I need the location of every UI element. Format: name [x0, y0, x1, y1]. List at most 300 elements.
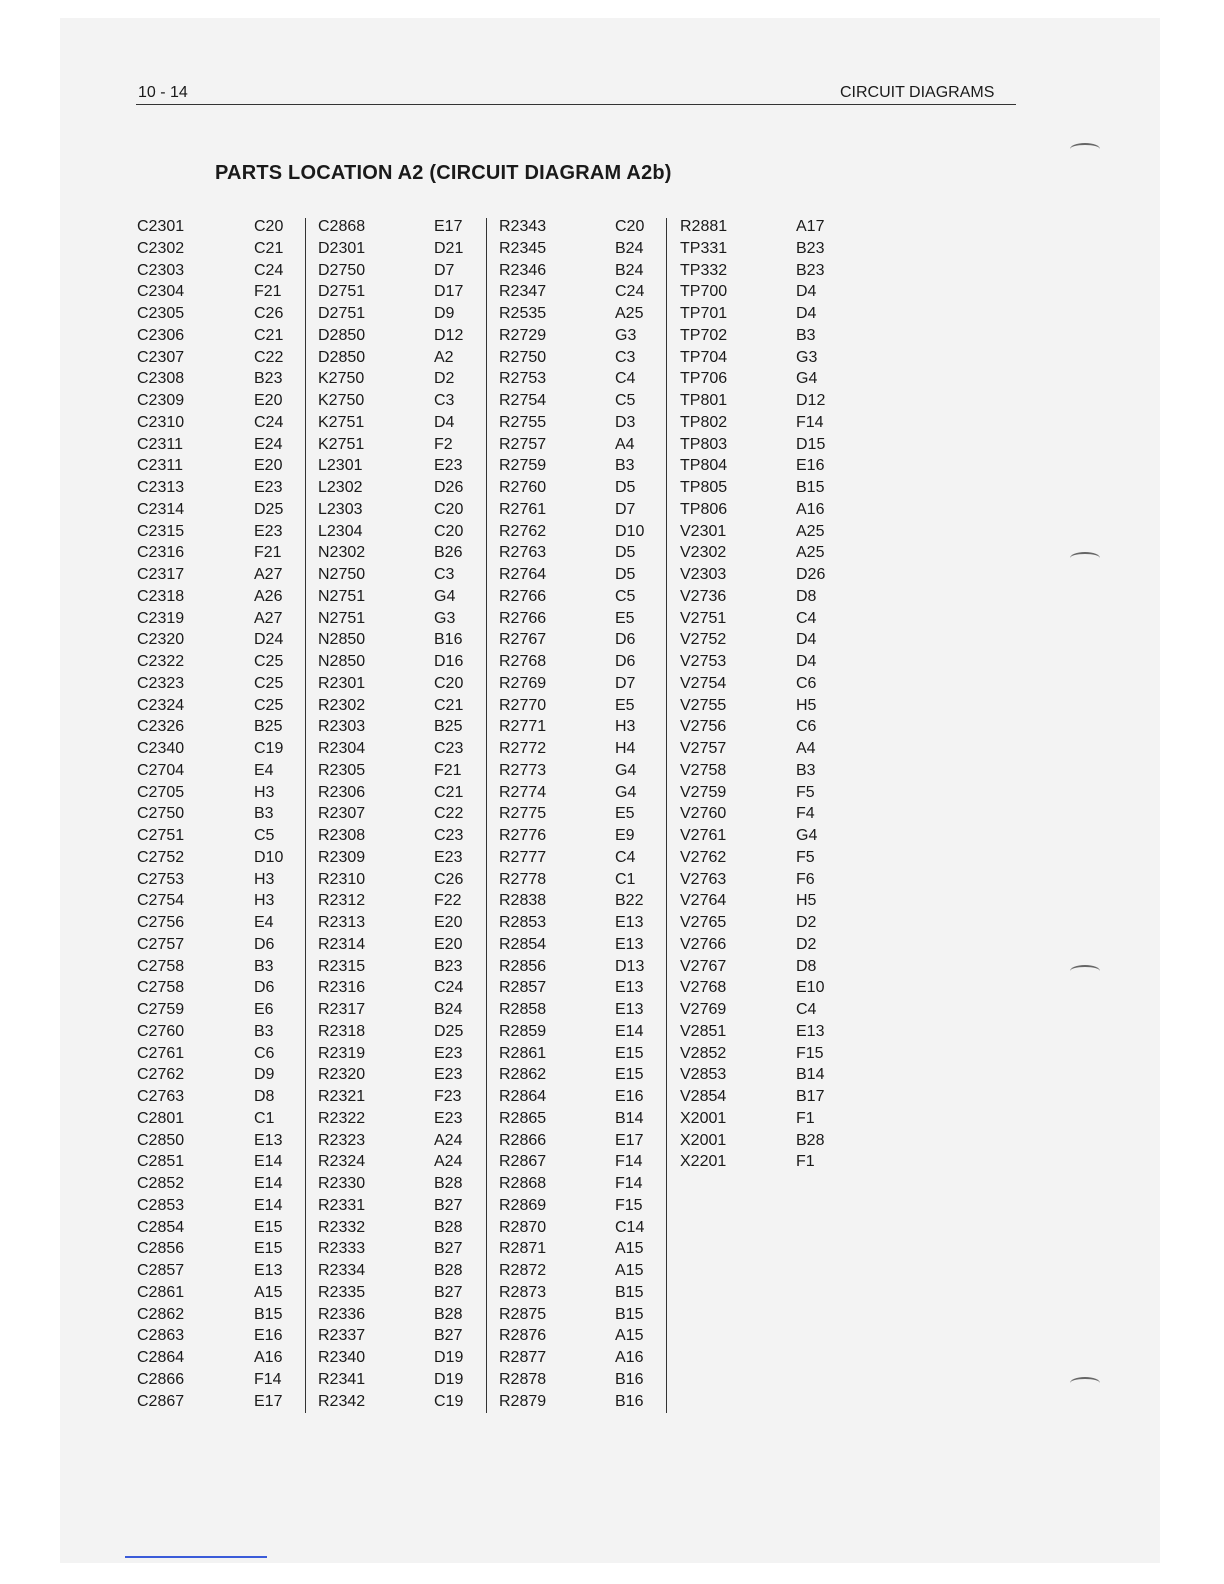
part-reference: D2751 — [318, 305, 366, 322]
part-location: F2 — [434, 435, 453, 453]
parts-column-3 — [499, 216, 546, 1412]
part-location: A25 — [796, 544, 825, 562]
part-location: E15 — [615, 1066, 644, 1084]
part-location: G3 — [434, 609, 456, 627]
part-reference: V2769 — [680, 1001, 727, 1018]
part-reference: K2751 — [318, 413, 365, 431]
part-reference: R2766 — [499, 587, 547, 605]
part-location: E6 — [254, 1001, 274, 1018]
part-reference: R2729 — [499, 326, 547, 344]
part-reference: D2750 — [318, 261, 366, 279]
part-location: G4 — [796, 827, 818, 844]
part-reference: C2758 — [137, 957, 185, 975]
part-location: B23 — [254, 370, 283, 388]
part-reference: C2852 — [137, 1175, 185, 1192]
part-reference: R2873 — [499, 1283, 547, 1301]
part-reference: K2750 — [318, 370, 365, 388]
part-reference: L2301 — [318, 457, 363, 475]
part-location: F14 — [615, 1175, 643, 1192]
part-reference: C2756 — [137, 914, 185, 931]
part-reference: R2337 — [318, 1327, 366, 1345]
part-location: C20 — [434, 500, 464, 518]
part-location: D4 — [796, 283, 817, 301]
part-reference: C2308 — [137, 370, 185, 388]
part-location: E5 — [615, 696, 635, 714]
part-location: D25 — [434, 1022, 464, 1040]
footer-rule — [125, 1556, 267, 1558]
part-reference: R2766 — [499, 609, 547, 627]
part-location: C3 — [434, 566, 455, 583]
part-reference: V2853 — [680, 1066, 727, 1084]
part-location: D2 — [796, 935, 817, 953]
part-location: C26 — [434, 870, 464, 888]
part-location: E23 — [434, 1066, 463, 1084]
part-location: D4 — [796, 631, 817, 649]
part-location: F21 — [254, 283, 282, 301]
part-location: D6 — [615, 631, 636, 649]
part-location: E15 — [615, 1044, 644, 1062]
part-location: E4 — [254, 761, 274, 779]
part-location: B16 — [615, 1370, 644, 1388]
part-reference: R2321 — [318, 1088, 366, 1105]
part-location: D4 — [796, 305, 817, 322]
part-reference: C2753 — [137, 870, 185, 888]
part-location: C20 — [434, 674, 464, 692]
part-location: E23 — [434, 457, 463, 475]
part-reference: C2313 — [137, 479, 185, 496]
part-location: C25 — [254, 674, 284, 692]
part-reference: R2330 — [318, 1175, 366, 1192]
part-location: D26 — [796, 566, 826, 583]
part-reference: C2854 — [137, 1218, 185, 1236]
part-location: C24 — [254, 413, 284, 431]
part-location: E13 — [615, 1001, 644, 1018]
part-location: E13 — [615, 979, 644, 997]
part-reference: R2307 — [318, 805, 366, 823]
part-reference: C2311 — [137, 457, 183, 475]
part-location: A26 — [254, 587, 283, 605]
part-location: H5 — [796, 892, 817, 910]
part-location: H4 — [615, 740, 636, 757]
part-location: D10 — [615, 522, 645, 540]
part-location: C5 — [615, 392, 636, 409]
part-location: B16 — [434, 631, 463, 649]
part-reference: R2333 — [318, 1240, 366, 1258]
part-reference: TP805 — [680, 479, 728, 496]
part-reference: C2751 — [137, 827, 185, 844]
part-reference: C2856 — [137, 1240, 185, 1258]
part-location: B27 — [434, 1283, 463, 1301]
part-location: C6 — [796, 718, 817, 736]
part-location: B25 — [434, 718, 463, 736]
punch-hole-mark — [1070, 965, 1100, 977]
part-reference: C2861 — [137, 1283, 185, 1301]
part-location: F6 — [796, 870, 815, 888]
part-location: C22 — [434, 805, 464, 823]
part-reference: C2317 — [137, 566, 185, 583]
part-location: B28 — [434, 1218, 463, 1236]
part-reference: C2760 — [137, 1022, 185, 1040]
part-location: C23 — [434, 827, 464, 844]
part-location: E23 — [434, 1109, 463, 1127]
part-location: C20 — [434, 522, 464, 540]
part-reference: TP332 — [680, 261, 728, 279]
part-reference: R2761 — [499, 500, 547, 518]
part-location: B15 — [254, 1305, 283, 1323]
part-reference: C2757 — [137, 935, 185, 953]
part-location: C24 — [254, 261, 284, 279]
part-reference: R2876 — [499, 1327, 547, 1345]
part-reference: R2877 — [499, 1349, 547, 1366]
location-column-4 — [796, 216, 825, 1173]
part-reference: R2769 — [499, 674, 547, 692]
part-reference: R2871 — [499, 1240, 547, 1258]
part-reference: C2857 — [137, 1262, 185, 1279]
part-reference: V2758 — [680, 761, 727, 779]
part-location: C20 — [615, 218, 645, 235]
part-reference: R2319 — [318, 1044, 366, 1062]
part-reference: R2859 — [499, 1022, 547, 1040]
part-location: E13 — [254, 1262, 283, 1279]
part-location: B16 — [615, 1392, 644, 1410]
part-reference: C2863 — [137, 1327, 185, 1345]
part-reference: V2768 — [680, 979, 727, 997]
part-reference: TP706 — [680, 370, 728, 388]
part-location: B15 — [796, 479, 825, 496]
part-reference: R2759 — [499, 457, 547, 475]
part-reference: C2853 — [137, 1196, 185, 1214]
part-reference: V2752 — [680, 631, 727, 649]
part-reference: C2320 — [137, 631, 185, 649]
part-location: E15 — [254, 1218, 283, 1236]
part-location: D24 — [254, 631, 284, 649]
part-location: D7 — [434, 261, 455, 279]
part-reference: N2850 — [318, 631, 366, 649]
part-reference: C2324 — [137, 696, 185, 714]
part-reference: TP701 — [680, 305, 728, 322]
part-location: G4 — [615, 783, 637, 801]
part-location: B14 — [796, 1066, 825, 1084]
part-reference: N2302 — [318, 544, 366, 562]
part-reference: TP331 — [680, 239, 728, 257]
part-reference: R2324 — [318, 1153, 366, 1171]
part-reference: R2345 — [499, 239, 547, 257]
part-location: H5 — [796, 696, 817, 714]
part-reference: C2801 — [137, 1109, 185, 1127]
part-reference: C2304 — [137, 283, 185, 301]
part-reference: V2301 — [680, 522, 727, 540]
part-location: F23 — [434, 1088, 462, 1105]
part-location: A17 — [796, 218, 825, 235]
part-reference: V2736 — [680, 587, 727, 605]
part-location: B3 — [615, 457, 635, 475]
part-location: B15 — [615, 1305, 644, 1323]
part-location: D4 — [434, 413, 455, 431]
part-location: D3 — [615, 413, 636, 431]
part-reference: C2301 — [137, 218, 185, 235]
part-location: C4 — [796, 609, 817, 627]
part-reference: V2765 — [680, 914, 727, 931]
part-location: C21 — [254, 239, 284, 257]
part-location: A15 — [254, 1283, 283, 1301]
part-reference: R2309 — [318, 848, 366, 866]
part-reference: R2875 — [499, 1305, 547, 1323]
part-location: C20 — [254, 218, 284, 235]
part-location: E23 — [254, 479, 283, 496]
part-reference: TP704 — [680, 348, 728, 366]
part-reference: R2772 — [499, 740, 547, 757]
part-location: F21 — [254, 544, 282, 562]
location-column-3 — [615, 216, 644, 1412]
part-reference: TP806 — [680, 500, 728, 518]
part-reference: R2869 — [499, 1196, 547, 1214]
part-location: G3 — [615, 326, 637, 344]
part-location: C5 — [615, 587, 636, 605]
part-reference: TP802 — [680, 413, 728, 431]
part-reference: R2764 — [499, 566, 547, 583]
part-location: B23 — [796, 261, 825, 279]
part-reference: R2771 — [499, 718, 547, 736]
part-reference: D2751 — [318, 283, 366, 301]
part-location: C21 — [434, 696, 464, 714]
part-location: C26 — [254, 305, 284, 322]
part-reference: V2757 — [680, 740, 727, 757]
part-location: H3 — [615, 718, 636, 736]
part-reference: R2838 — [499, 892, 547, 910]
part-location: E15 — [254, 1240, 283, 1258]
part-location: A16 — [254, 1349, 283, 1366]
part-location: E20 — [254, 457, 283, 475]
part-location: F1 — [796, 1109, 815, 1127]
part-location: B24 — [615, 239, 644, 257]
part-reference: R2853 — [499, 914, 547, 931]
part-reference: C2761 — [137, 1044, 185, 1062]
part-location: G4 — [434, 587, 456, 605]
part-reference: C2306 — [137, 326, 185, 344]
part-reference: C2850 — [137, 1131, 185, 1149]
part-reference: R2775 — [499, 805, 547, 823]
part-reference: C2302 — [137, 239, 185, 257]
part-reference: C2316 — [137, 544, 185, 562]
part-reference: R2320 — [318, 1066, 366, 1084]
part-location: A16 — [796, 500, 825, 518]
part-reference: R2535 — [499, 305, 547, 322]
header-rule — [136, 104, 1016, 105]
part-location: E23 — [434, 1044, 463, 1062]
part-location: B25 — [254, 718, 283, 736]
part-reference: V2851 — [680, 1022, 727, 1040]
part-location: D6 — [254, 935, 275, 953]
column-divider-1 — [305, 218, 306, 1413]
location-column-1 — [254, 216, 283, 1412]
parts-column-2 — [318, 216, 365, 1412]
part-location: F1 — [796, 1153, 815, 1171]
part-reference: R2322 — [318, 1109, 366, 1127]
part-location: G4 — [796, 370, 818, 388]
part-reference: D2850 — [318, 348, 366, 366]
part-reference: R2323 — [318, 1131, 366, 1149]
part-location: A24 — [434, 1153, 463, 1171]
part-reference: R2872 — [499, 1262, 547, 1279]
part-location: F22 — [434, 892, 462, 910]
part-reference: C2314 — [137, 500, 185, 518]
part-reference: R2753 — [499, 370, 547, 388]
part-location: E10 — [796, 979, 825, 997]
part-reference: R2866 — [499, 1131, 547, 1149]
part-reference: R2306 — [318, 783, 366, 801]
part-reference: V2852 — [680, 1044, 727, 1062]
part-location: C14 — [615, 1218, 645, 1236]
part-location: C21 — [434, 783, 464, 801]
part-location: A15 — [615, 1240, 644, 1258]
part-location: B24 — [434, 1001, 463, 1018]
part-location: B14 — [615, 1109, 644, 1127]
part-location: A24 — [434, 1131, 463, 1149]
part-location: C24 — [434, 979, 464, 997]
part-location: B3 — [254, 1022, 274, 1040]
part-reference: V2303 — [680, 566, 727, 583]
part-location: A4 — [796, 740, 816, 757]
part-reference: L2303 — [318, 500, 363, 518]
part-location: D19 — [434, 1349, 464, 1366]
part-location: E20 — [434, 935, 463, 953]
part-location: B27 — [434, 1196, 463, 1214]
part-reference: R2331 — [318, 1196, 366, 1214]
part-reference: C2851 — [137, 1153, 185, 1171]
part-reference: R2755 — [499, 413, 547, 431]
part-location: B26 — [434, 544, 463, 562]
part-reference: V2756 — [680, 718, 727, 736]
part-reference: R2303 — [318, 718, 366, 736]
part-location: B28 — [796, 1131, 825, 1149]
part-location: B22 — [615, 892, 644, 910]
part-reference: C2307 — [137, 348, 185, 366]
part-location: H3 — [254, 892, 275, 910]
part-reference: R2862 — [499, 1066, 547, 1084]
location-column-2 — [434, 216, 463, 1412]
part-location: D26 — [434, 479, 464, 496]
part-location: E14 — [254, 1175, 283, 1192]
part-location: E5 — [615, 609, 635, 627]
part-reference: V2764 — [680, 892, 727, 910]
part-reference: D2301 — [318, 239, 366, 257]
part-reference: V2854 — [680, 1088, 727, 1105]
part-reference: R2858 — [499, 1001, 547, 1018]
part-reference: TP702 — [680, 326, 728, 344]
part-location: C6 — [796, 674, 817, 692]
part-reference: C2752 — [137, 848, 185, 866]
part-location: C3 — [615, 348, 636, 366]
part-reference: C2323 — [137, 674, 185, 692]
part-location: C24 — [615, 283, 645, 301]
part-reference: V2754 — [680, 674, 727, 692]
part-location: B17 — [796, 1088, 825, 1105]
part-reference: N2850 — [318, 653, 366, 670]
part-reference: C2867 — [137, 1392, 185, 1410]
part-location: B15 — [615, 1283, 644, 1301]
part-reference: R2768 — [499, 653, 547, 670]
part-reference: C2322 — [137, 653, 185, 670]
part-reference: C2319 — [137, 609, 185, 627]
part-location: D16 — [434, 653, 464, 670]
part-reference: R2317 — [318, 1001, 366, 1018]
part-location: D8 — [796, 957, 817, 975]
part-location: E16 — [615, 1088, 644, 1105]
part-reference: R2305 — [318, 761, 366, 779]
part-reference: R2856 — [499, 957, 547, 975]
part-location: E23 — [434, 848, 463, 866]
part-reference: C2303 — [137, 261, 185, 279]
part-reference: R2763 — [499, 544, 547, 562]
part-location: D12 — [796, 392, 826, 409]
part-reference: C2318 — [137, 587, 185, 605]
part-reference: R2879 — [499, 1392, 547, 1410]
part-location: D7 — [615, 674, 636, 692]
part-location: B3 — [254, 957, 274, 975]
part-reference: R2340 — [318, 1349, 366, 1366]
part-location: D10 — [254, 848, 284, 866]
part-location: C25 — [254, 696, 284, 714]
part-location: B3 — [254, 805, 274, 823]
part-location: E14 — [254, 1196, 283, 1214]
part-reference: V2751 — [680, 609, 727, 627]
part-reference: C2315 — [137, 522, 185, 540]
part-location: G3 — [796, 348, 818, 366]
part-reference: R2302 — [318, 696, 366, 714]
part-reference: N2751 — [318, 587, 366, 605]
part-location: E16 — [254, 1327, 283, 1345]
part-location: B23 — [434, 957, 463, 975]
part-reference: R2314 — [318, 935, 366, 953]
punch-hole-mark — [1070, 1377, 1100, 1389]
part-reference: R2868 — [499, 1175, 547, 1192]
part-reference: R2316 — [318, 979, 366, 997]
part-reference: D2850 — [318, 326, 366, 344]
part-location: D5 — [615, 479, 636, 496]
part-location: D13 — [615, 957, 645, 975]
part-reference: R2346 — [499, 261, 547, 279]
part-reference: R2310 — [318, 870, 366, 888]
part-location: A2 — [434, 348, 454, 366]
part-location: A4 — [615, 435, 635, 453]
part-location: D8 — [254, 1088, 275, 1105]
part-reference: V2755 — [680, 696, 727, 714]
part-location: C25 — [254, 653, 284, 670]
part-reference: R2342 — [318, 1392, 366, 1410]
part-reference: R2870 — [499, 1218, 547, 1236]
part-reference: C2311 — [137, 435, 183, 453]
parts-column-4 — [680, 216, 727, 1173]
part-reference: R2315 — [318, 957, 366, 975]
punch-hole-mark — [1070, 552, 1100, 564]
page-sheet — [60, 18, 1160, 1563]
column-divider-2 — [486, 218, 487, 1413]
part-location: E4 — [254, 914, 274, 931]
part-location: E17 — [434, 218, 463, 235]
part-reference: X2201 — [680, 1153, 727, 1171]
part-reference: R2343 — [499, 218, 547, 235]
part-reference: V2762 — [680, 848, 727, 866]
part-location: E14 — [615, 1022, 644, 1040]
part-reference: K2751 — [318, 435, 365, 453]
part-reference: R2857 — [499, 979, 547, 997]
part-reference: TP700 — [680, 283, 728, 301]
part-reference: R2312 — [318, 892, 366, 910]
part-location: A15 — [615, 1327, 644, 1345]
part-reference: R2854 — [499, 935, 547, 953]
part-reference: L2304 — [318, 522, 363, 540]
part-reference: R2773 — [499, 761, 547, 779]
